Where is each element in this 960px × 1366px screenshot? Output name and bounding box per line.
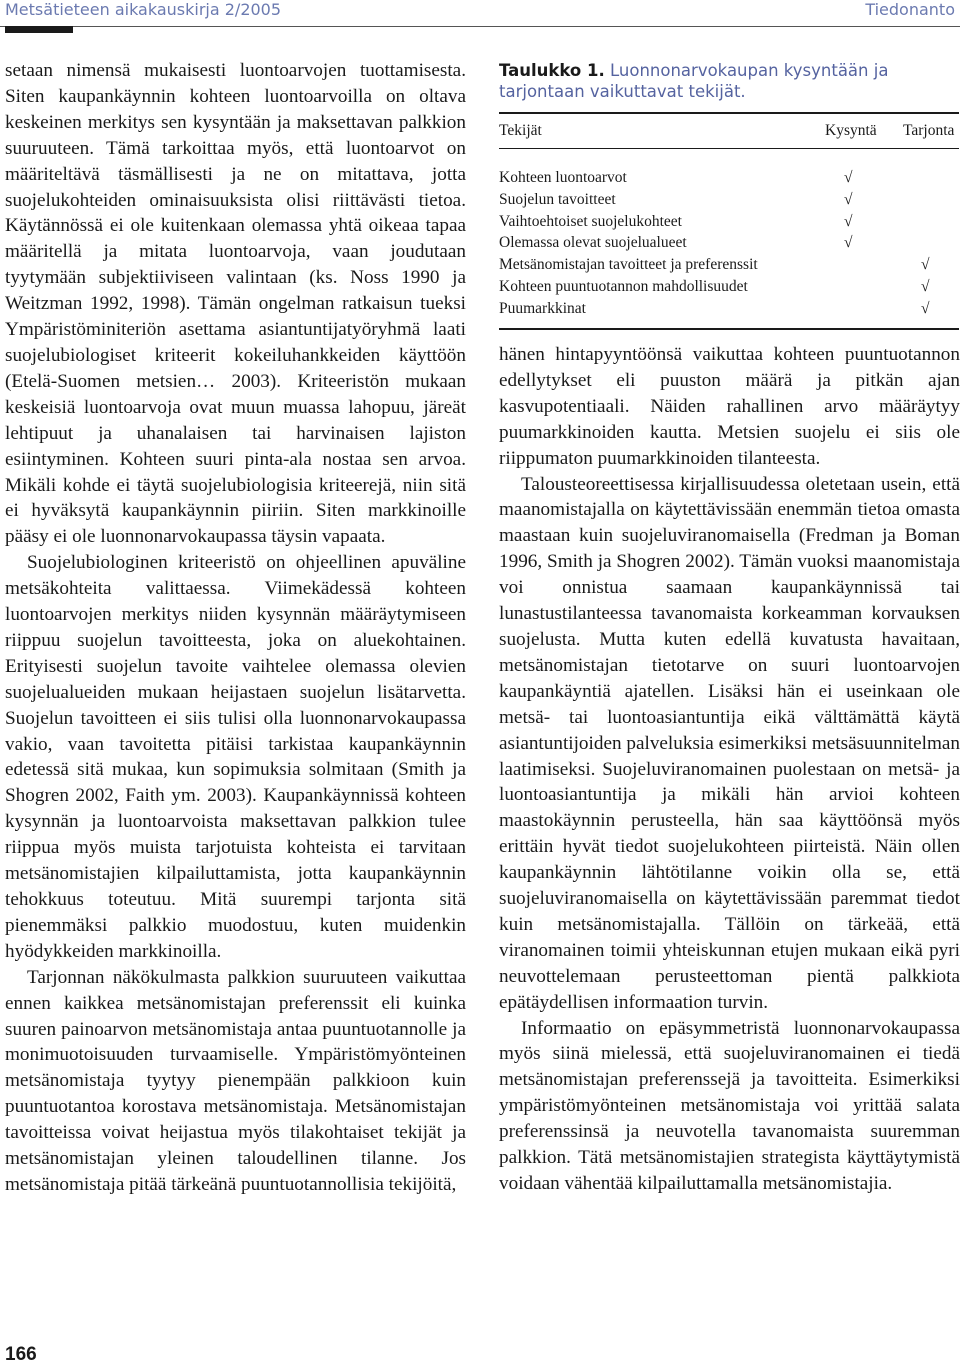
table-row <box>499 167 959 189</box>
header-rule <box>0 26 960 27</box>
header-demand: Kysyntä <box>825 122 877 139</box>
body-paragraph: setaan nimensä mukaisesti luontoarvojen tuottamisesta. Siten kaupankäynnin kohteen luontoarvoilla on oltava keskeinen merkitys sen kysyntään ja maksettavan palkkion suuruuteen. Tämä tarkoittaa myös, että luontoarvot on määriteltävä täsmällisesti ja ne on mitattava, jotta suojelukohteiden ominaisuuksista olisi riittävästi tietoa. Käytännössä ei ole kuitenkaan olemassa yhtä oikeaa tapaa määritellä ja mitata luontoarvoja, vaan joudutaan tyytymään subjektiiviseen valintaan (ks. Noss 1990 ja Weitzman 1992, 1998). Tämän ongelman ratkaisun tueksi Ympäristöminiteriön asettama asiantuntijatyöryhmä laati suojelubiologiset kriteerit kokeiluhankkeiden käyttöön (Etelä-Suomen metsien… 2003). Kriteeristön mukaan keskeisiä luontoarvoja ovat muun muassa lahopuu, järeät lehtipuut ja uhanalaisen tai harvinaisen lajiston esiintyminen. Kohteen suuri pinta-ala nostaa sen arvoa. Mikäli kohde ei täytä suojelubiologisia kriteerejä, niin sitä ei hyväksytä kaupankäynnin piiriin. Siten markkinoille pääsy ei ole luonnonarvokaupassa täysin vapaata. <box>5 60 466 548</box>
row-factor: Kohteen puuntuotannon mahdollisuudet <box>499 277 748 295</box>
row-factor: Suojelun tavoitteet <box>499 190 616 208</box>
row-factor: Puumarkkinat <box>499 299 586 317</box>
row-demand-check: √ <box>844 190 853 208</box>
body-paragraph: Informaatio on epäsymmetristä luonnonarvokaupassa myös siinä mielessä, että suojeluviranomainen ei tiedä metsänomistajan preferenssejä ja tavoitteita. Esimerkiksi ympäristömyönteinen metsänomistaja voi yrittää salata preferenssinsä ja neuvotella tavanomaista suuremman palkkion. Tätä metsänomistajien strategista käyttäytymistä voidaan vähentää kilpailuttamalla metsänomistajia. <box>499 1017 960 1194</box>
table-header-row <box>499 114 959 148</box>
row-factor: Vaihtoehtoiset suojelukohteet <box>499 212 682 230</box>
row-factor: Metsänomistajan tavoitteet ja preferenssit <box>499 256 758 274</box>
row-supply-check: √ <box>921 256 930 274</box>
left-column <box>5 58 466 1198</box>
row-supply-check: √ <box>921 299 930 317</box>
table-1 <box>499 60 959 330</box>
running-header <box>0 0 960 26</box>
row-factor: Kohteen luontoarvot <box>499 169 627 186</box>
table-caption <box>499 60 959 102</box>
row-demand-check: √ <box>844 169 853 186</box>
row-factor: Olemassa olevat suojelualueet <box>499 234 687 252</box>
journal-title: Metsätieteen aikakauskirja 2/2005 <box>5 0 282 19</box>
body-paragraph: hänen hintapyyntöönsä vaikuttaa kohteen puuntuotannon edellytykset eli puuston määrä ja pitkän ajan kasvupotentiaali. Näiden rahallinen arvo määräytyy puumarkkinoiden kautta. Metsien suojelu ei siis ole riippumaton puumarkkinoiden tilanteesta. <box>499 344 960 469</box>
page-number: 166 <box>5 1344 37 1365</box>
body-paragraph: Tarjonnan näkökulmasta palkkion suuruuteen vaikuttaa ennen kaikkea metsänomistajan preferenssit eli kuinka suuren painoarvon metsänomistaja antaa puuntuotannolle ja monimuotoisuuden turvaamiselle. Ympäristömyönteinen metsänomistaja tyytyy pienempään palkkioon kuin puuntuotantoa korostava metsänomistaja. Metsänomistajan tavoitteissa voivat heijastua myös tilakohtaiset tekijät ja metsänomistajan yleinen taloudellinen tilanne. Jos metsänomistaja pitää tärkeänä puuntuotannollisia tekijöitä, <box>5 966 466 1195</box>
row-demand-check: √ <box>844 212 853 230</box>
section-label: Tiedonanto <box>865 0 955 19</box>
table-bottom-rule <box>499 328 959 330</box>
table-caption-text: Luonnonarvokaupan kysyntään ja tarjontaan vaikuttavat tekijät. <box>499 61 889 101</box>
right-column <box>499 342 960 1197</box>
table-row <box>499 254 959 276</box>
table-row <box>499 232 959 254</box>
body-paragraph: Suojelubiologinen kriteeristö on ohjeellinen apuväline metsäkohteita valittaessa. Viimekädessä kohteen luontoarvojen merkitys niiden kysynnän määräytymiseen riippuu suojelun tavoitteesta, joka on aluekohtainen. Erityisesti suojelun tavoite vaihtelee olemassa olevien suojelualueiden mukaan heijastaen suojelun lisätarvetta. Suojelun tavoitteen ei siis tulisi olla luonnonarvokaupassa vakio, vaan tavoitetta pitäisi tarkistaa kaupankäynnin edetessä sitä mukaa, kun sopimuksia solmitaan (Smith ja Shogren 2002, Faith ym. 2003). Kaupankäynnissä kohteen kysynnän ja luontoarvoista maksettavan palkkion tulee riippua myös muista tarjotuista kohteista ei tarvitaan metsänomistajien kilpailuttamista, jotta kaupankäynnin tehokkuus toteutuu. Mitä suurempi tarjonta sitä pienemmäksi palkkio muodostuu, kuten muidenkin hyödykkeiden markkinoilla. <box>5 552 466 962</box>
table-row <box>499 276 959 298</box>
header-factors: Tekijät <box>499 122 542 139</box>
header-supply: Tarjonta <box>903 122 955 139</box>
table-row <box>499 298 959 320</box>
row-demand-check: √ <box>844 234 853 252</box>
table-row <box>499 211 959 233</box>
body-paragraph: Talousteoreettisessa kirjallisuudessa oletetaan usein, että maanomistajalla on käytettävissään enemmän tietoa omasta maastaan kuin suojeluviranomaisella (Fredman ja Boman 1996, Smith ja Shogren 2002). Tämän vuoksi maanomistaja voi onnistua saamaan kaupankäynnissä tai lunastustilanteessa tavanomaista korkeamman korvauksen suojelusta. Mutta kuten edellä kuvatusta havaitaan, metsänomistajan tietotarve on suuri luontoarvojen kaupankäyntiä ajatellen. Lisäksi hän ei useinkaan ole metsä- tai luontoasiantuntija eikä välttämättä käytä asiantuntijoiden palveluksia esimerkiksi metsäsuunnitelman laatimiseksi. Suojeluviranomainen puolestaan on metsä- ja luontoasiantuntija ja mikäli hän arvioi kohteen maastokäynnin perusteella, hän saa käyttöönsä myös erittäin hyvät tiedot suojelukohteen piirteistä. Näin ollen kaupankäynnin lähtötilanne voikin olla se, että suojeluviranomaisella on käytettävissään paremmat tiedot kuin metsänomistajalla. Tällöin on tärkeää, että viranomainen toimii yhteiskunnan etujen mukaan eikä pyri neuvottelemaan perusteettoman pientä palkkiota epätäydellisen informaation turvin. <box>499 473 960 1013</box>
table-row <box>499 189 959 211</box>
row-supply-check: √ <box>921 277 930 295</box>
table-caption-label: Taulukko 1. <box>499 61 605 80</box>
table-body <box>499 149 959 320</box>
header-accent-bar <box>5 26 73 33</box>
